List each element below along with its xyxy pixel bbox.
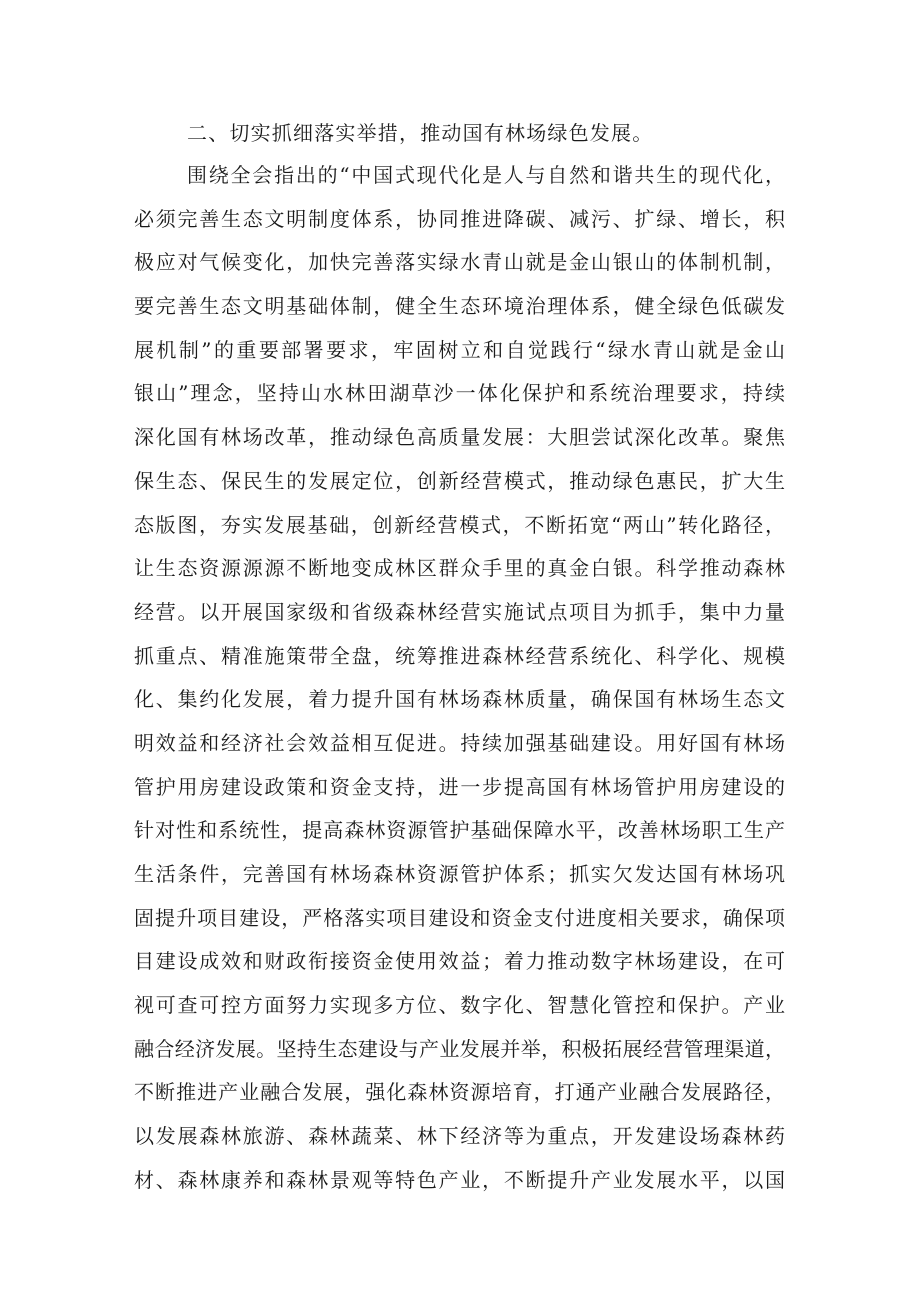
paragraph-line-23: 以发展森林旅游、森林蔬菜、林下经济等为重点，开发建设场森林药 xyxy=(134,1124,785,1149)
paragraph-line-6: 银山”理念，坚持山水林田湖草沙一体化保护和系统治理要求，持续 xyxy=(134,381,785,406)
paragraph-line-4: 要完善生态文明基础体制，健全生态环境治理体系，健全绿色低碳发 xyxy=(134,294,785,319)
paragraph-line-9: 态版图，夯实发展基础，创新经营模式，不断拓宽“两山”转化路径， xyxy=(134,512,785,537)
paragraph-line-8: 保生态、保民生的发展定位，创新经营模式，推动绿色惠民，扩大生 xyxy=(134,468,785,493)
paragraph-line-16: 针对性和系统性，提高森林资源管护基础保障水平，改善林场职工生产 xyxy=(134,818,785,843)
paragraph-line-2: 必须完善生态文明制度体系，协同推进降碳、减污、扩绿、增长，积 xyxy=(134,206,785,231)
paragraph-line-20: 视可查可控方面努力实现多方位、数字化、智慧化管控和保护。产业 xyxy=(134,993,785,1018)
paragraph-line-17: 生活条件，完善国有林场森林资源管护体系；抓实欠发达国有林场巩 xyxy=(134,862,785,886)
paragraph-line-24: 材、森林康养和森林景观等特色产业，不断提升产业发展水平，以国 xyxy=(134,1167,785,1192)
paragraph-line-19: 目建设成效和财政衔接资金使用效益；着力推动数字林场建设，在可 xyxy=(134,949,785,974)
paragraph-line-1: 围绕全会指出的“中国式现代化是人与自然和谐共生的现代化， xyxy=(187,163,785,187)
paragraph-line-18: 固提升项目建设，严格落实项目建设和资金支付进度相关要求，确保项 xyxy=(134,905,785,930)
paragraph-line-11: 经营。以开展国家级和省级森林经营实施试点项目为抓手，集中力量 xyxy=(134,599,785,624)
paragraph-line-10: 让生态资源源源不断地变成林区群众手里的真金白银。科学推动森林 xyxy=(134,556,785,581)
paragraph-line-14: 明效益和经济社会效益相互促进。持续加强基础建设。用好国有林场 xyxy=(134,730,785,755)
paragraph-line-5: 展机制”的重要部署要求，牢固树立和自觉践行“绿水青山就是金山 xyxy=(134,337,785,362)
body-paragraph xyxy=(0,154,920,1203)
paragraph-line-22: 不断推进产业融合发展，强化森林资源培育，打通产业融合发展路径， xyxy=(134,1080,785,1105)
paragraph-line-15: 管护用房建设政策和资金支持，进一步提高国有林场管护用房建设的 xyxy=(134,774,785,799)
paragraph-line-7: 深化国有林场改革，推动绿色高质量发展：大胆尝试深化改革。聚焦 xyxy=(134,425,785,450)
section-heading: 二、切实抓细落实举措，推动国有林场绿色发展。 xyxy=(187,121,654,145)
paragraph-line-3: 极应对气候变化，加快完善落实绿水青山就是金山银山的体制机制， xyxy=(134,250,785,275)
paragraph-line-12: 抓重点、精准施策带全盘，统筹推进森林经营系统化、科学化、规模 xyxy=(134,643,785,668)
paragraph-line-21: 融合经济发展。坚持生态建设与产业发展并举，积极拓展经营管理渠道， xyxy=(134,1036,785,1061)
paragraph-line-13: 化、集约化发展，着力提升国有林场森林质量，确保国有林场生态文 xyxy=(134,687,785,712)
